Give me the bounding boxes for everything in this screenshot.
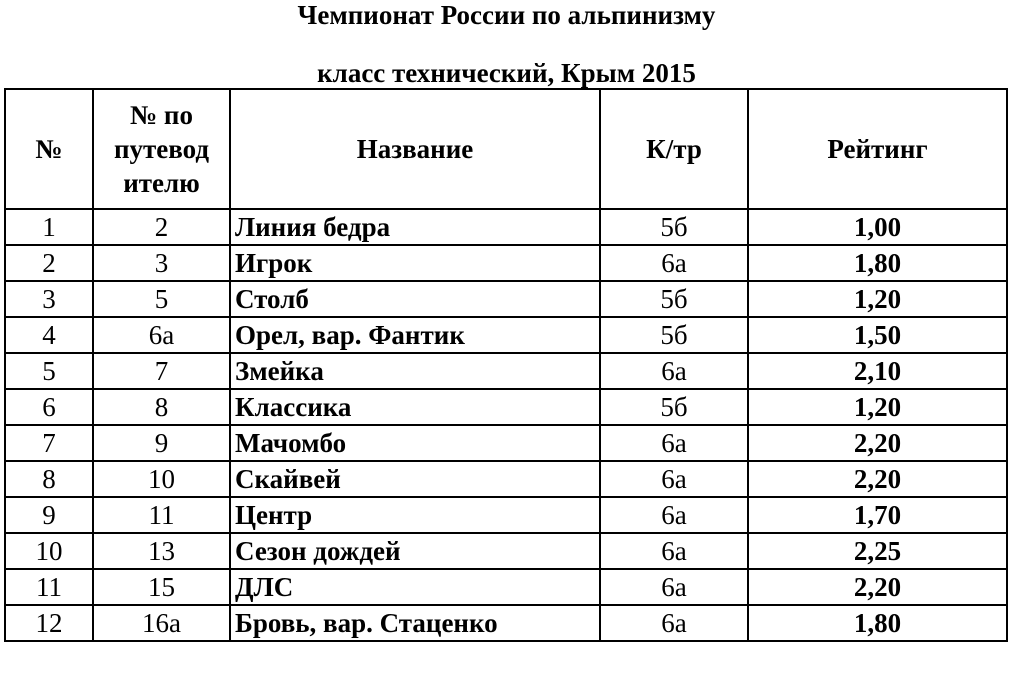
cell-num: 12 bbox=[5, 605, 93, 641]
document-title: Чемпионат России по альпинизму bbox=[297, 0, 716, 30]
cell-num: 1 bbox=[5, 209, 93, 245]
cell-rating: 1,20 bbox=[748, 389, 1007, 425]
cell-category: 5б bbox=[600, 281, 748, 317]
column-header-guide-line3: ителю bbox=[123, 168, 200, 198]
cell-guide: 3 bbox=[93, 245, 230, 281]
document-subtitle: класс технический, Крым 2015 bbox=[317, 58, 696, 88]
cell-guide: 11 bbox=[93, 497, 230, 533]
cell-name: Сезон дождей bbox=[230, 533, 600, 569]
cell-guide: 8 bbox=[93, 389, 230, 425]
cell-category: 5б bbox=[600, 209, 748, 245]
cell-name: Скайвей bbox=[230, 461, 600, 497]
table-row bbox=[5, 605, 1007, 641]
cell-rating: 2,20 bbox=[748, 569, 1007, 605]
cell-category: 6а bbox=[600, 569, 748, 605]
cell-name: Орел, вар. Фантик bbox=[230, 317, 600, 353]
cell-category: 6а bbox=[600, 425, 748, 461]
cell-category: 5б bbox=[600, 317, 748, 353]
cell-num: 7 bbox=[5, 425, 93, 461]
cell-rating: 1,00 bbox=[748, 209, 1007, 245]
cell-rating: 2,20 bbox=[748, 461, 1007, 497]
column-header-rating: Рейтинг bbox=[748, 89, 1007, 209]
table-row bbox=[5, 461, 1007, 497]
cell-guide: 10 bbox=[93, 461, 230, 497]
table-header-row bbox=[5, 89, 1007, 209]
cell-guide: 2 bbox=[93, 209, 230, 245]
table-row bbox=[5, 317, 1007, 353]
cell-name: Центр bbox=[230, 497, 600, 533]
column-header-num: № bbox=[5, 89, 93, 209]
column-header-guide-line2: путевод bbox=[113, 134, 210, 164]
cell-rating: 2,10 bbox=[748, 353, 1007, 389]
cell-category: 6а bbox=[600, 353, 748, 389]
cell-category: 6а bbox=[600, 533, 748, 569]
cell-guide: 13 bbox=[93, 533, 230, 569]
cell-rating: 1,20 bbox=[748, 281, 1007, 317]
cell-rating: 2,20 bbox=[748, 425, 1007, 461]
table-row bbox=[5, 425, 1007, 461]
cell-name: Столб bbox=[230, 281, 600, 317]
cell-name: Игрок bbox=[230, 245, 600, 281]
cell-category: 6а bbox=[600, 461, 748, 497]
table-row bbox=[5, 209, 1007, 245]
table-row bbox=[5, 569, 1007, 605]
cell-guide: 15 bbox=[93, 569, 230, 605]
cell-rating: 1,50 bbox=[748, 317, 1007, 353]
results-table bbox=[4, 88, 1008, 642]
cell-num: 5 bbox=[5, 353, 93, 389]
cell-name: Бровь, вар. Стаценко bbox=[230, 605, 600, 641]
cell-category: 6а bbox=[600, 605, 748, 641]
cell-guide: 5 bbox=[93, 281, 230, 317]
cell-num: 11 bbox=[5, 569, 93, 605]
cell-name: ДЛС bbox=[230, 569, 600, 605]
cell-rating: 1,80 bbox=[748, 605, 1007, 641]
cell-name: Классика bbox=[230, 389, 600, 425]
table-row bbox=[5, 245, 1007, 281]
cell-num: 4 bbox=[5, 317, 93, 353]
cell-num: 3 bbox=[5, 281, 93, 317]
column-header-category: К/тр bbox=[600, 89, 748, 209]
table-row bbox=[5, 281, 1007, 317]
cell-rating: 1,70 bbox=[748, 497, 1007, 533]
cell-guide: 6а bbox=[93, 317, 230, 353]
cell-category: 5б bbox=[600, 389, 748, 425]
cell-num: 8 bbox=[5, 461, 93, 497]
table-row bbox=[5, 353, 1007, 389]
cell-rating: 1,80 bbox=[748, 245, 1007, 281]
cell-num: 6 bbox=[5, 389, 93, 425]
cell-name: Мачомбо bbox=[230, 425, 600, 461]
cell-category: 6а bbox=[600, 497, 748, 533]
cell-guide: 16а bbox=[93, 605, 230, 641]
table-row bbox=[5, 389, 1007, 425]
column-header-guide bbox=[93, 89, 230, 209]
cell-num: 9 bbox=[5, 497, 93, 533]
column-header-guide-line1: № по bbox=[130, 100, 193, 130]
table-row bbox=[5, 497, 1007, 533]
column-header-guide-text bbox=[94, 98, 229, 200]
cell-rating: 2,25 bbox=[748, 533, 1007, 569]
column-header-name: Название bbox=[230, 89, 600, 209]
cell-name: Линия бедра bbox=[230, 209, 600, 245]
cell-category: 6а bbox=[600, 245, 748, 281]
cell-name: Змейка bbox=[230, 353, 600, 389]
cell-num: 2 bbox=[5, 245, 93, 281]
table-row bbox=[5, 533, 1007, 569]
cell-num: 10 bbox=[5, 533, 93, 569]
cell-guide: 9 bbox=[93, 425, 230, 461]
cell-guide: 7 bbox=[93, 353, 230, 389]
